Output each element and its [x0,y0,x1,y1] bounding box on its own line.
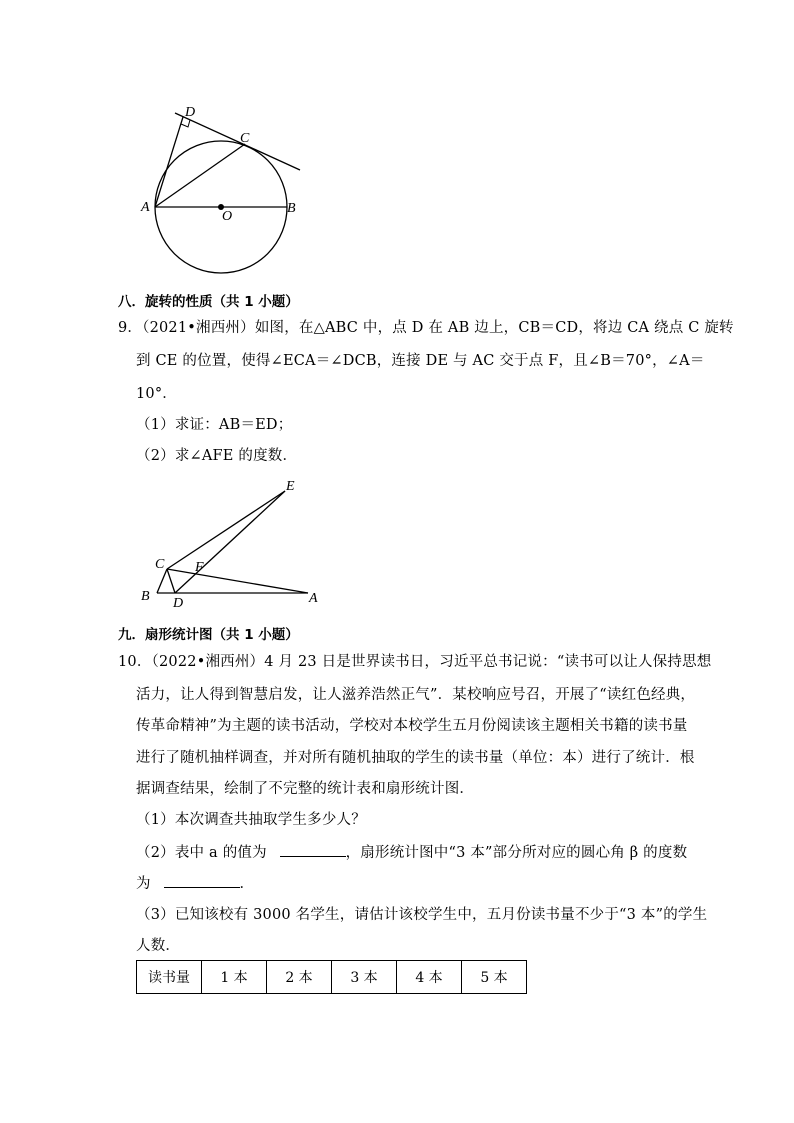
q9-line-2: 到 CE 的位置，使得∠ECA＝∠DCB，连接 DE 与 AC 交于点 F，且∠B＝70°，∠A＝ [136,353,705,369]
label-d: D [185,105,196,120]
label-a: A [141,200,150,215]
section-heading-9: 九．扇形统计图（共 1 小题） [118,627,299,643]
segment-ce [167,491,285,569]
label-d2: D [173,596,184,611]
label-e: E [286,479,295,494]
tangent-line [175,113,300,170]
segment-ad [155,117,183,207]
q10-line-1: 10．（2022•湘西州）4 月 23 日是世界读书日，习近平总书记说：“读书可以让人保持思想 [118,654,712,670]
q10-line-2: 活力，让人得到智慧启发，让人滋养浩然正气”．某校响应号召，开展了“读红色经典， [136,687,696,703]
table-cell: 5 本 [462,961,527,994]
table-cell: 3 本 [332,961,397,994]
answer-blank-beta[interactable] [164,873,240,888]
segment-cd [167,569,175,593]
q10-sub-2-part-c: 为 [136,876,151,892]
label-b2: B [141,589,150,604]
triangle-figure [135,475,335,615]
q10-sub-2-cont [136,873,254,894]
reading-stats-table [136,960,527,994]
q10-sub-1: （1）本次调查共抽取学生多少人？ [136,812,366,828]
q9-line-3: 10°． [136,386,178,402]
table-cell: 读书量 [137,961,202,994]
q10-line-3: 传革命精神”为主题的读书活动，学校对本校学生五月份阅读该主题相关书籍的读书量 [136,718,688,734]
q10-sub-3-cont: 人数． [136,938,181,954]
table-cell: 2 本 [267,961,332,994]
q9-line-1: 9．（2021•湘西州）如图，在△ABC 中，点 D 在 AB 边上，CB＝CD，将边 CA 绕点 C 旋转 [118,320,734,336]
section-heading-8: 八．旋转的性质（共 1 小题） [118,294,299,310]
q10-sub-2 [136,842,687,863]
q10-sub-2-part-d: ． [239,876,255,892]
segment-de [175,491,285,593]
circle-tangent-figure [130,100,320,280]
table-cell: 4 本 [397,961,462,994]
q10-line-5: 据调查结果，绘制了不完整的统计表和扇形统计图． [136,781,475,797]
q10-sub-2-part-a: （2）表中 a 的值为 [136,845,267,861]
answer-blank-a[interactable] [280,842,346,857]
table-cell: 1 本 [202,961,267,994]
label-c2: C [155,557,165,572]
segment-bc [157,569,167,593]
q9-sub-2: （2）求∠AFE 的度数． [136,448,298,464]
q10-line-4: 进行了随机抽样调查，并对所有随机抽取的学生的读书量（单位：本）进行了统计．根 [136,750,695,766]
label-a2: A [309,591,318,606]
table-row [137,961,527,994]
label-f: F [195,560,204,575]
q10-sub-3: （3）已知该校有 3000 名学生，请估计该校学生中，五月份读书量不少于“3 本”的学生 [136,907,708,923]
q9-sub-1: （1）求证：AB＝ED； [136,417,293,433]
q10-sub-2-part-b: ，扇形统计图中“3 本”部分所对应的圆心角 β 的度数 [345,845,688,861]
segment-ac [155,144,245,207]
label-c: C [240,131,250,146]
label-b: B [287,201,296,216]
label-o: O [222,209,233,224]
